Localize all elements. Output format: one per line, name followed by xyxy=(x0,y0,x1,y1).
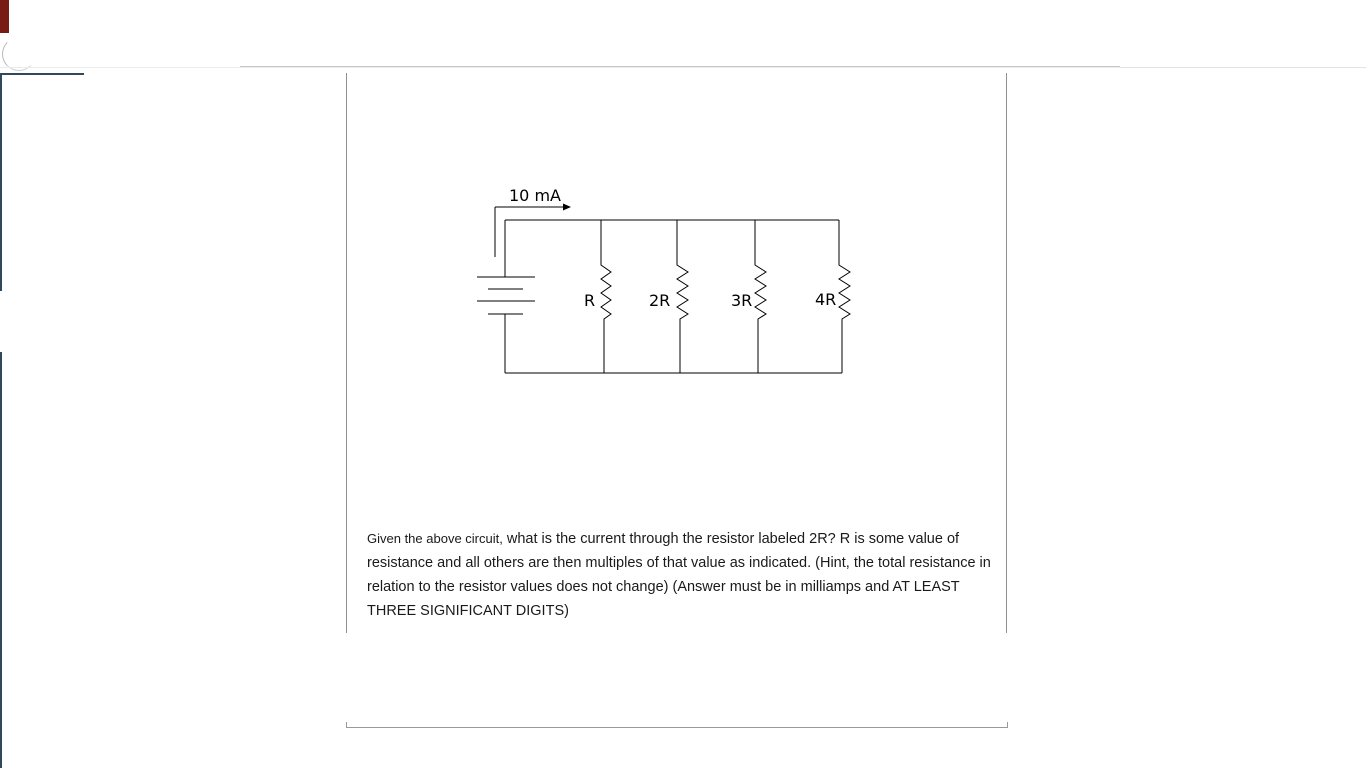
circuit-diagram xyxy=(440,170,880,400)
resistor-label-2r: 2R xyxy=(649,291,671,310)
resistor-r xyxy=(601,220,611,373)
sidebar-edge xyxy=(0,352,2,768)
source-current-label: 10 mA xyxy=(509,186,561,205)
question-text xyxy=(367,527,992,623)
menu-corner-tab[interactable] xyxy=(0,0,9,33)
header-divider-right xyxy=(1120,67,1366,68)
resistor-2r xyxy=(677,220,688,373)
resistor-label-3r: 3R xyxy=(731,291,753,310)
question-body: what is the current through the resistor labeled 2R? R is some value of resistance and all others are then multiples of that value as indicated. (Hint, the total resistance in relation to the resistor values does not change) (Answer must be in milliamps and AT LEAST THREE SIGNIFICANT DIGITS) xyxy=(367,531,991,619)
loading-spinner-icon xyxy=(2,37,36,71)
current-arrow xyxy=(495,204,571,258)
header-divider xyxy=(240,66,1120,67)
sidebar-top-border xyxy=(0,73,84,75)
panel-footer-tick xyxy=(1007,722,1008,728)
sidebar-edge xyxy=(0,73,2,291)
resistor-label-4r: 4R xyxy=(815,290,837,309)
panel-footer-tick xyxy=(346,722,347,728)
question-lead-in: Given the above circuit, xyxy=(367,531,503,546)
resistor-3r xyxy=(755,220,766,373)
resistor-label-r: R xyxy=(584,291,596,310)
panel-footer-divider xyxy=(346,727,1008,728)
resistor-4r xyxy=(839,220,850,373)
battery-symbol xyxy=(477,220,535,373)
